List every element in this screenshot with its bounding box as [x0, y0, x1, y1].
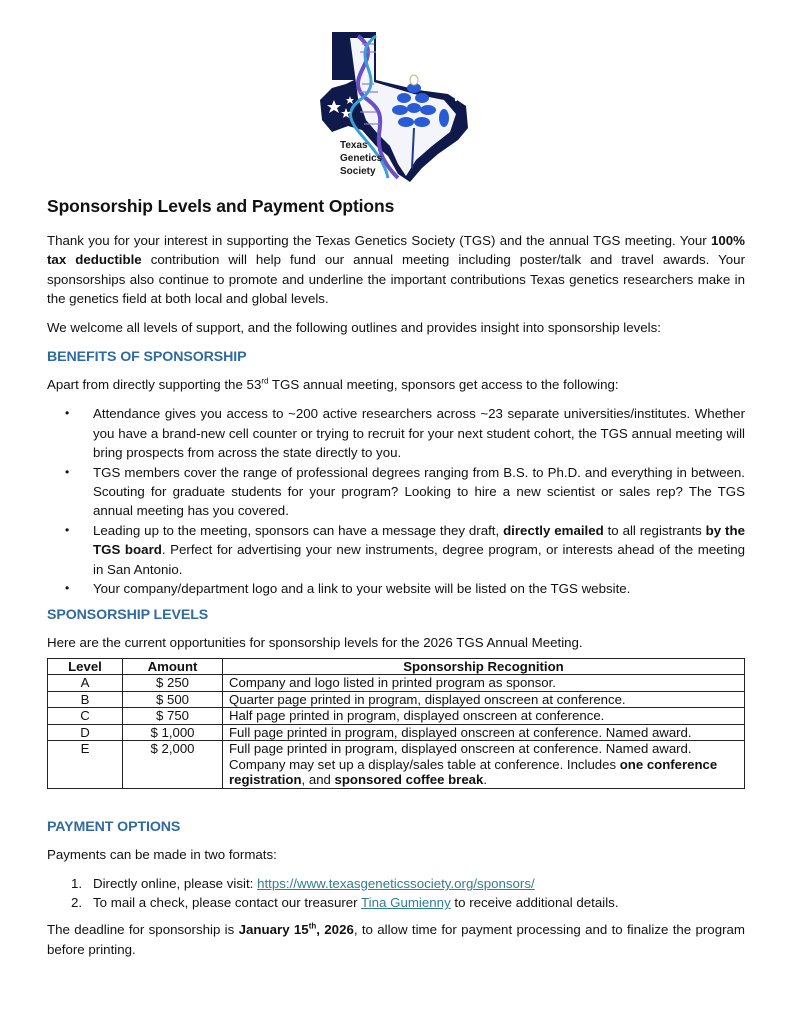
payment-option-text: To mail a check, please contact our treasurer: [93, 895, 362, 911]
recognition-cell: Company and logo listed in printed program as sponsor.: [223, 675, 745, 692]
tax-deductible-emphasis: 100% tax deductible: [47, 233, 745, 268]
intro-paragraph: [47, 231, 745, 309]
table-row: [48, 708, 745, 725]
page-title: Sponsorship Levels and Payment Options: [47, 196, 395, 216]
benefit-emphasis: directly emailed: [503, 522, 604, 538]
benefits-lead: [47, 375, 745, 394]
benefit-text: Leading up to the meeting, sponsors can have a message they draft,: [93, 522, 504, 538]
levels-heading: SPONSORSHIP LEVELS: [47, 606, 209, 623]
benefits-lead-text: Apart from directly supporting the 53: [47, 377, 262, 393]
level-cell: A: [48, 675, 123, 692]
benefit-text: to all registrants: [603, 522, 706, 538]
benefit-item: • Attendance gives you access to ~200 active researchers across ~23 separate universities/institutes. Whether you have a brand-new cell counter or trying to recruit for your next student cohort, the TGS annual meeting will bring prospects from across the state directly to you.: [93, 404, 745, 462]
level-cell: C: [48, 708, 123, 725]
document-body: [47, 196, 745, 968]
recognition-text: Full page printed in program, displayed onscreen at conference. Named award. Company may set up a display/sales table at conference. Includes: [229, 741, 692, 772]
recognition-cell: Half page printed in program, displayed onscreen at conference.: [223, 708, 745, 725]
benefits-lead-text-cont: TGS annual meeting, sponsors get access to the following:: [268, 377, 619, 393]
benefit-text: . Perfect for advertising your new instruments, degree program, or interests ahead of the meeting in San Antonio.: [93, 542, 746, 577]
levels-lead: Here are the current opportunities for sponsorship levels for the 2026 TGS Annual Meeting.: [47, 634, 583, 650]
benefit-emphasis: by the TGS board: [93, 522, 745, 558]
table-row: [48, 724, 745, 741]
amount-cell: $ 750: [123, 708, 223, 725]
intro-text: Thank you for your interest in supporting the Texas Genetics Society (TGS) and the annual TGS meeting. Your: [47, 233, 711, 248]
benefit-item: [93, 521, 745, 579]
column-header-recognition: Sponsorship Recognition: [223, 658, 745, 675]
intro-text-cont: contribution will help fund our annual meeting including poster/talk and travel awards. Your sponsorships also continue to promote and underline the important contributions Texas genetics researchers make in the genetics field at both local and global levels.: [47, 252, 745, 307]
amount-cell: $ 250: [123, 675, 223, 692]
table-row: [48, 691, 745, 708]
svg-text:Texas: Texas: [340, 140, 368, 151]
deadline-text: The deadline for sponsorship is: [47, 922, 239, 938]
deadline-date-day: January 15: [238, 922, 309, 938]
amount-cell: $ 1,000: [123, 724, 223, 741]
deadline-date: [239, 922, 354, 937]
deadline-date-year: , 2026: [316, 922, 354, 938]
payment-option-check: [71, 893, 745, 912]
svg-text:Society: Society: [340, 166, 376, 177]
payment-lead: Payments can be made in two formats:: [47, 846, 277, 862]
table-row: [48, 741, 745, 789]
recognition-emphasis: one conference registration: [229, 756, 718, 788]
deadline-paragraph: [47, 920, 745, 959]
payment-option-text: Directly online, please visit:: [93, 876, 258, 892]
ordinal-suffix: th: [308, 921, 317, 931]
spacer: [47, 789, 745, 819]
ordinal-suffix: rd: [261, 376, 269, 386]
amount-cell: $ 500: [123, 691, 223, 708]
recognition-cell: [223, 741, 745, 789]
list-number: 1.: [71, 876, 83, 892]
sponsorship-levels-table: [47, 658, 745, 789]
column-header-amount: Amount: [123, 658, 223, 675]
recognition-text: .: [483, 772, 487, 788]
recognition-text: , and: [301, 772, 335, 788]
benefit-item: • TGS members cover the range of professional degrees ranging from B.S. to Ph.D. and everything in between. Scouting for graduate students for your program? Looking to hire a new scientist or sales rep? The TGS annual meeting has you covered.: [93, 463, 745, 521]
payment-option-text: to receive additional details.: [450, 895, 619, 911]
recognition-cell: Full page printed in program, displayed onscreen at conference. Named award.: [223, 724, 745, 741]
benefits-list: [47, 404, 745, 598]
payment-option-online: [71, 874, 745, 893]
list-number: 2.: [71, 895, 83, 911]
level-cell: B: [48, 691, 123, 708]
level-cell: D: [48, 724, 123, 741]
payment-options-list: [47, 874, 745, 912]
amount-cell: $ 2,000: [123, 741, 223, 789]
benefit-item: • Your company/department logo and a link to your website will be listed on the TGS website.: [93, 579, 745, 598]
recognition-cell: Quarter page printed in program, displayed onscreen at conference.: [223, 691, 745, 708]
column-header-level: Level: [48, 658, 123, 675]
benefits-heading: BENEFITS OF SPONSORSHIP: [47, 349, 247, 366]
table-header-row: [48, 658, 745, 675]
recognition-emphasis: sponsored coffee break: [334, 772, 484, 788]
texas-dna-bluebonnet-logo-icon: [318, 28, 480, 184]
welcome-paragraph: We welcome all levels of support, and the following outlines and provides insight into sponsorship levels:: [47, 319, 661, 335]
payment-heading: PAYMENT OPTIONS: [47, 818, 181, 835]
table-row: [48, 675, 745, 692]
level-cell: E: [48, 741, 123, 789]
tgs-logo: [318, 28, 480, 184]
svg-text:Genetics: Genetics: [340, 153, 383, 164]
deadline-text-cont: , to allow time for payment processing and to finalize the program before printing.: [47, 922, 746, 957]
treasurer-contact-link[interactable]: Tina Gumienny: [361, 895, 451, 911]
sponsors-url-link[interactable]: https://www.texasgeneticssociety.org/sponsors/: [257, 876, 535, 892]
